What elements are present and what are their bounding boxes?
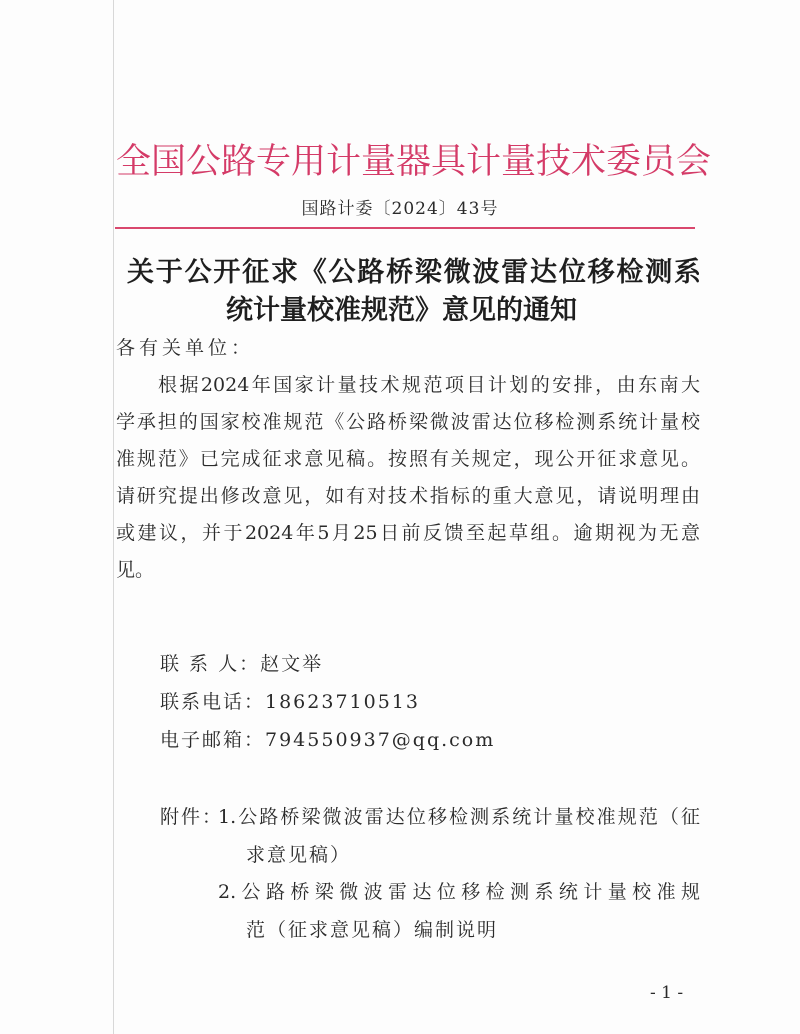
body-line: 根据2024年国家计量技术规范项目计划的安排，由东南大	[158, 374, 700, 396]
title-line-2: 统计量校准规范》意见的通知	[226, 295, 577, 326]
red-divider	[115, 227, 695, 229]
body-line: 请研究提出修改意见，如有对技术指标的重大意见，请说明理由	[116, 485, 700, 507]
body-line: 见。	[116, 559, 155, 581]
issuing-organization: 全国公路专用计量器具计量技术委员会	[116, 142, 712, 182]
attachment-1-cont: 求意见稿）	[246, 844, 352, 866]
attachments-label: 附件：	[160, 806, 224, 828]
attachment-1: 1.公路桥梁微波雷达位移检测系统计量校准规范（征	[218, 806, 700, 828]
contact-phone: 联系电话：18623710513	[160, 691, 420, 713]
contact-email: 电子邮箱：794550937@qq.com	[160, 729, 496, 751]
contact-person: 联 系 人：赵文举	[160, 653, 324, 675]
page-number: - 1 -	[650, 983, 684, 1003]
attachment-2: 2.公路桥梁微波雷达位移检测系统计量校准规	[218, 881, 700, 903]
salutation: 各有关单位：	[116, 337, 255, 359]
body-line: 或建议，并于2024年5月25日前反馈至起草组。逾期视为无意	[116, 522, 700, 544]
attachment-2-cont: 范（征求意见稿）编制说明	[246, 919, 499, 941]
scan-edge-line	[113, 0, 114, 1034]
body-line: 准规范》已完成征求意见稿。按照有关规定，现公开征求意见。	[116, 448, 700, 470]
body-line: 学承担的国家校准规范《公路桥梁微波雷达位移检测系统计量校	[116, 411, 700, 433]
title-line-1: 关于公开征求《公路桥梁微波雷达位移检测系	[127, 257, 701, 288]
document-number: 国路计委〔2024〕43号	[301, 199, 499, 219]
